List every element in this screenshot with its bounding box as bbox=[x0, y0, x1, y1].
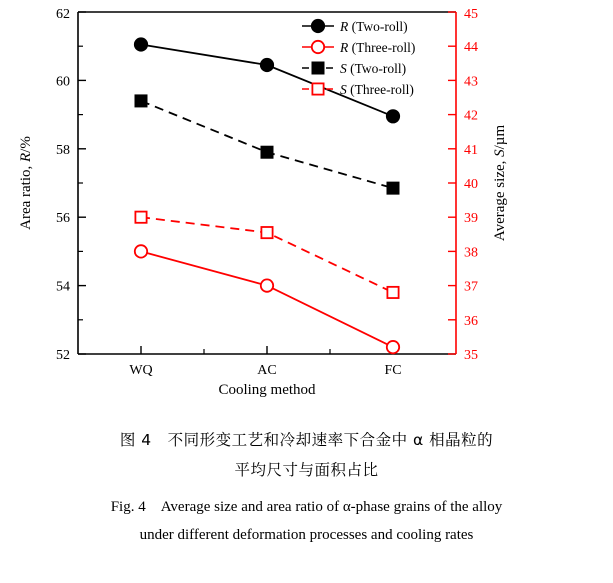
right-tick-label: 38 bbox=[464, 245, 478, 261]
right-tick-label: 44 bbox=[464, 40, 478, 56]
right-tick-label: 43 bbox=[464, 74, 478, 90]
caption-cn-line1: 图 4 不同形变工艺和冷却速率下合金中 α 相晶粒的 bbox=[119, 431, 494, 449]
data-point bbox=[261, 59, 273, 71]
svg-text:Area ratio, R/% bbox=[18, 136, 34, 230]
left-tick-label: 56 bbox=[56, 211, 70, 227]
right-tick-label: 42 bbox=[464, 108, 478, 124]
right-axis-title bbox=[492, 125, 508, 242]
left-tick-label: 60 bbox=[56, 74, 70, 90]
left-tick-label: 58 bbox=[56, 142, 70, 158]
right-axis-title-symbol: S bbox=[492, 149, 508, 157]
right-tick-label: 39 bbox=[464, 211, 478, 227]
legend-marker bbox=[312, 20, 324, 32]
left-axis-title-symbol: R bbox=[18, 152, 34, 162]
legend-label: R (Two-roll) bbox=[340, 19, 408, 34]
data-point bbox=[387, 110, 399, 122]
data-point bbox=[135, 95, 146, 106]
data-point bbox=[261, 147, 272, 158]
left-tick-label: 54 bbox=[56, 279, 70, 295]
x-tick-label: AC bbox=[257, 363, 277, 378]
left-tick-label: 62 bbox=[56, 7, 70, 22]
right-tick-label: 35 bbox=[464, 348, 478, 363]
left-tick-label: 52 bbox=[56, 348, 70, 363]
data-point bbox=[387, 183, 398, 194]
legend-label: S (Three-roll) bbox=[340, 82, 414, 97]
left-axis-title-part1: Area ratio, bbox=[18, 161, 34, 230]
data-point bbox=[387, 341, 399, 353]
caption-en-line2: under different deformation processes and cooling rates bbox=[139, 527, 474, 543]
right-tick-label: 36 bbox=[464, 313, 478, 329]
right-tick-label: 40 bbox=[464, 177, 478, 192]
x-tick-label: FC bbox=[384, 363, 402, 378]
left-axis-title-part2: /% bbox=[18, 136, 34, 153]
svg-text:Average size, S/µm bbox=[492, 125, 508, 242]
data-point bbox=[261, 279, 273, 291]
legend-marker bbox=[312, 62, 323, 73]
data-point bbox=[261, 227, 272, 238]
legend-label: R (Three-roll) bbox=[340, 40, 416, 55]
left-axis-title bbox=[18, 136, 34, 230]
x-tick-label: WQ bbox=[129, 363, 153, 378]
data-point bbox=[135, 245, 147, 257]
legend-marker bbox=[312, 83, 323, 94]
right-tick-label: 45 bbox=[464, 7, 478, 22]
legend-label: S (Two-roll) bbox=[340, 61, 407, 76]
right-tick-label: 41 bbox=[464, 142, 478, 158]
data-point bbox=[387, 287, 398, 298]
caption-cn-line2: 平均尺寸与面积占比 bbox=[234, 461, 379, 479]
caption-en-line1: Fig. 4 Average size and area ratio of α-phase grains of the alloy bbox=[110, 499, 503, 515]
right-axis-title-part2: /µm bbox=[492, 124, 508, 150]
right-axis-title-part1: Average size, bbox=[492, 156, 508, 242]
right-tick-label: 37 bbox=[464, 279, 478, 295]
x-axis-title: Cooling method bbox=[218, 382, 316, 398]
legend-marker bbox=[312, 41, 324, 53]
data-point bbox=[135, 38, 147, 50]
data-point bbox=[135, 212, 146, 223]
